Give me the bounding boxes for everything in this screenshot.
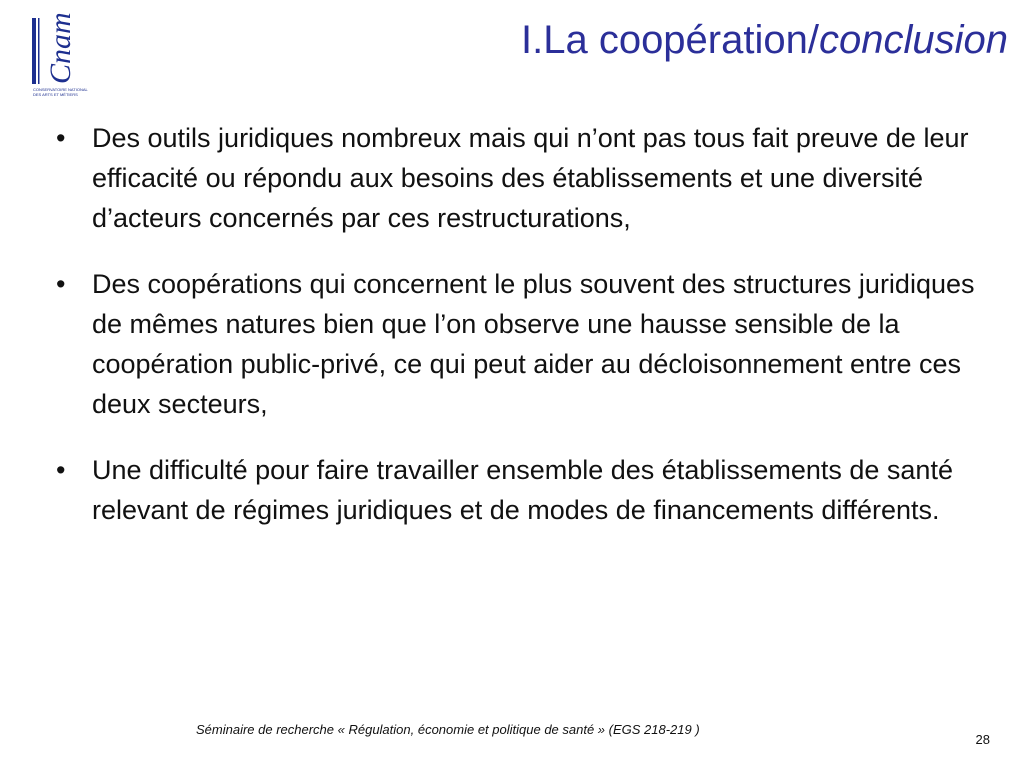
- bullet-list: [56, 118, 986, 556]
- bullet-item: [56, 450, 986, 530]
- cnam-logo: [30, 12, 88, 100]
- footer-text: Séminaire de recherche « Régulation, économie et politique de santé » (EGS 218-219 ): [196, 722, 700, 737]
- title-emphasis: conclusion: [818, 18, 1008, 62]
- logo-tagline-2: DES ARTS ET MÉTIERS: [33, 92, 78, 97]
- title-prefix: I.La coopération/: [520, 18, 819, 62]
- bullet-icon: •: [56, 269, 66, 299]
- logo-wordmark: Cnam: [44, 12, 77, 84]
- slide-title: [521, 16, 1008, 64]
- bullet-icon: •: [56, 123, 66, 153]
- bullet-text: Des outils juridiques nombreux mais qui n’ont pas tous fait preuve de leur efficacité ou répondu aux besoins des établissements et une diversité d’acteurs concernés par ces restructurations,: [92, 123, 969, 233]
- logo-tagline-1: CONSERVATOIRE NATIONAL: [33, 87, 88, 92]
- bullet-text: Des coopérations qui concernent le plus souvent des structures juridiques de mêmes natures bien que l’on observe une hausse sensible de la coopération public-privé, ce qui peut aider au décloisonnement entre ces deux secteurs,: [92, 269, 975, 419]
- bullet-icon: •: [56, 455, 66, 485]
- bullet-item: [56, 264, 986, 424]
- page-number: 28: [975, 732, 990, 747]
- bullet-item: [56, 118, 986, 238]
- bullet-text: Une difficulté pour faire travailler ensemble des établissements de santé relevant de régimes juridiques et de modes de financements différents.: [92, 455, 953, 525]
